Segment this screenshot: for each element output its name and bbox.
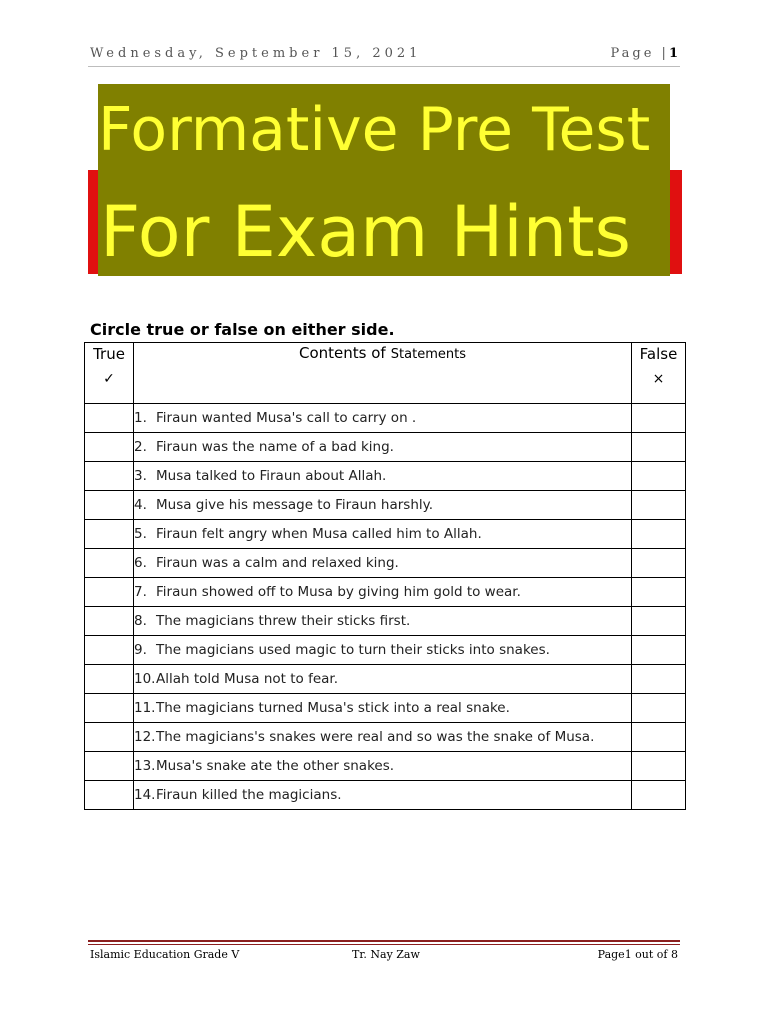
- statement-text: Firaun killed the magicians.: [156, 787, 342, 803]
- footer-divider-thick: [88, 940, 680, 942]
- true-answer-cell[interactable]: [85, 491, 134, 520]
- true-column-header: [85, 343, 134, 404]
- statement-cell: [134, 607, 632, 636]
- table-row: [85, 781, 686, 810]
- contents-column-header: [134, 343, 632, 404]
- false-answer-cell[interactable]: [632, 723, 686, 752]
- title-banner: [88, 84, 682, 276]
- true-header-label: True: [93, 345, 125, 363]
- table-row: [85, 723, 686, 752]
- table-row: [85, 636, 686, 665]
- page-number: 1: [668, 46, 678, 61]
- header-date: Wednesday, September 15, 2021: [90, 46, 422, 61]
- false-answer-cell[interactable]: [632, 752, 686, 781]
- table-row: [85, 491, 686, 520]
- true-answer-cell[interactable]: [85, 607, 134, 636]
- true-answer-cell[interactable]: [85, 781, 134, 810]
- table-row: [85, 520, 686, 549]
- false-answer-cell[interactable]: [632, 433, 686, 462]
- true-answer-cell[interactable]: [85, 752, 134, 781]
- table-row: [85, 462, 686, 491]
- table-row: [85, 665, 686, 694]
- statement-number: 12.: [134, 729, 156, 745]
- false-header-label: False: [639, 345, 678, 363]
- statement-text: The magicians used magic to turn their sticks into snakes.: [156, 642, 550, 658]
- table-row: [85, 607, 686, 636]
- statement-cell: [134, 694, 632, 723]
- statement-number: 6.: [134, 555, 147, 571]
- statement-text: The magicians turned Musa's stick into a real snake.: [156, 700, 510, 716]
- table-row: [85, 578, 686, 607]
- statement-text: Firaun wanted Musa's call to carry on .: [156, 410, 417, 426]
- false-answer-cell[interactable]: [632, 404, 686, 433]
- false-answer-cell[interactable]: [632, 462, 686, 491]
- table-header-row: [85, 343, 686, 404]
- false-answer-cell[interactable]: [632, 520, 686, 549]
- statement-cell: [134, 462, 632, 491]
- false-answer-cell[interactable]: [632, 781, 686, 810]
- statement-text: The magicians's snakes were real and so was the snake of Musa.: [156, 729, 595, 745]
- header-divider: [88, 66, 680, 67]
- statement-cell: [134, 781, 632, 810]
- page-label: Page |: [610, 46, 669, 61]
- statement-text: Allah told Musa not to fear.: [156, 671, 338, 687]
- statement-number: 3.: [134, 468, 147, 484]
- true-answer-cell[interactable]: [85, 433, 134, 462]
- true-answer-cell[interactable]: [85, 723, 134, 752]
- title-line-2: For Exam Hints: [100, 191, 631, 273]
- statement-text: Firaun felt angry when Musa called him to Allah.: [156, 526, 482, 542]
- statements-header-label: Statements: [390, 347, 466, 362]
- true-answer-cell[interactable]: [85, 694, 134, 723]
- statement-text: The magicians threw their sticks first.: [156, 613, 411, 629]
- statement-cell: [134, 636, 632, 665]
- statement-text: Firaun was a calm and relaxed king.: [156, 555, 399, 571]
- false-answer-cell[interactable]: [632, 491, 686, 520]
- statement-cell: [134, 491, 632, 520]
- check-icon: ✓: [103, 371, 115, 387]
- statement-text: Firaun was the name of a bad king.: [156, 439, 394, 455]
- statement-number: 9.: [134, 642, 147, 658]
- footer-divider-thin: [88, 944, 680, 945]
- statement-cell: [134, 433, 632, 462]
- statement-cell: [134, 549, 632, 578]
- statement-text: Musa give his message to Firaun harshly.: [156, 497, 433, 513]
- true-answer-cell[interactable]: [85, 404, 134, 433]
- statement-cell: [134, 404, 632, 433]
- header-page-label: [611, 46, 679, 61]
- true-answer-cell[interactable]: [85, 462, 134, 491]
- statement-cell: [134, 578, 632, 607]
- true-false-table: [84, 342, 686, 810]
- footer-teacher: Tr. Nay Zaw: [352, 948, 420, 961]
- table-row: [85, 694, 686, 723]
- statement-text: Firaun showed off to Musa by giving him gold to wear.: [156, 584, 521, 600]
- statement-number: 5.: [134, 526, 147, 542]
- false-answer-cell[interactable]: [632, 665, 686, 694]
- statement-number: 1.: [134, 410, 147, 426]
- false-column-header: [632, 343, 686, 404]
- statement-text: Musa's snake ate the other snakes.: [156, 758, 395, 774]
- false-answer-cell[interactable]: [632, 607, 686, 636]
- false-answer-cell[interactable]: [632, 636, 686, 665]
- statement-cell: [134, 723, 632, 752]
- false-answer-cell[interactable]: [632, 549, 686, 578]
- false-answer-cell[interactable]: [632, 694, 686, 723]
- statement-number: 11.: [134, 700, 156, 716]
- statement-number: 4.: [134, 497, 147, 513]
- statement-number: 7.: [134, 584, 147, 600]
- table-row: [85, 752, 686, 781]
- table-row: [85, 404, 686, 433]
- statement-cell: [134, 665, 632, 694]
- true-answer-cell[interactable]: [85, 636, 134, 665]
- true-answer-cell[interactable]: [85, 665, 134, 694]
- contents-header-label: Contents of: [299, 344, 386, 362]
- statement-cell: [134, 520, 632, 549]
- title-line-1: Formative Pre Test: [98, 95, 651, 165]
- footer-course: Islamic Education Grade V: [90, 948, 240, 961]
- statement-number: 8.: [134, 613, 147, 629]
- statement-text: Musa talked to Firaun about Allah.: [156, 468, 387, 484]
- statement-number: 2.: [134, 439, 147, 455]
- true-answer-cell[interactable]: [85, 549, 134, 578]
- table-row: [85, 433, 686, 462]
- statement-number: 13.: [134, 758, 156, 774]
- statement-number: 14.: [134, 787, 156, 803]
- true-answer-cell[interactable]: [85, 520, 134, 549]
- statement-number: 10.: [134, 671, 156, 687]
- statement-cell: [134, 752, 632, 781]
- table-row: [85, 549, 686, 578]
- instruction-text: Circle true or false on either side.: [90, 320, 395, 339]
- cross-icon: ×: [652, 371, 665, 387]
- true-answer-cell[interactable]: [85, 578, 134, 607]
- false-answer-cell[interactable]: [632, 578, 686, 607]
- footer-page-count: Page1 out of 8: [597, 948, 678, 961]
